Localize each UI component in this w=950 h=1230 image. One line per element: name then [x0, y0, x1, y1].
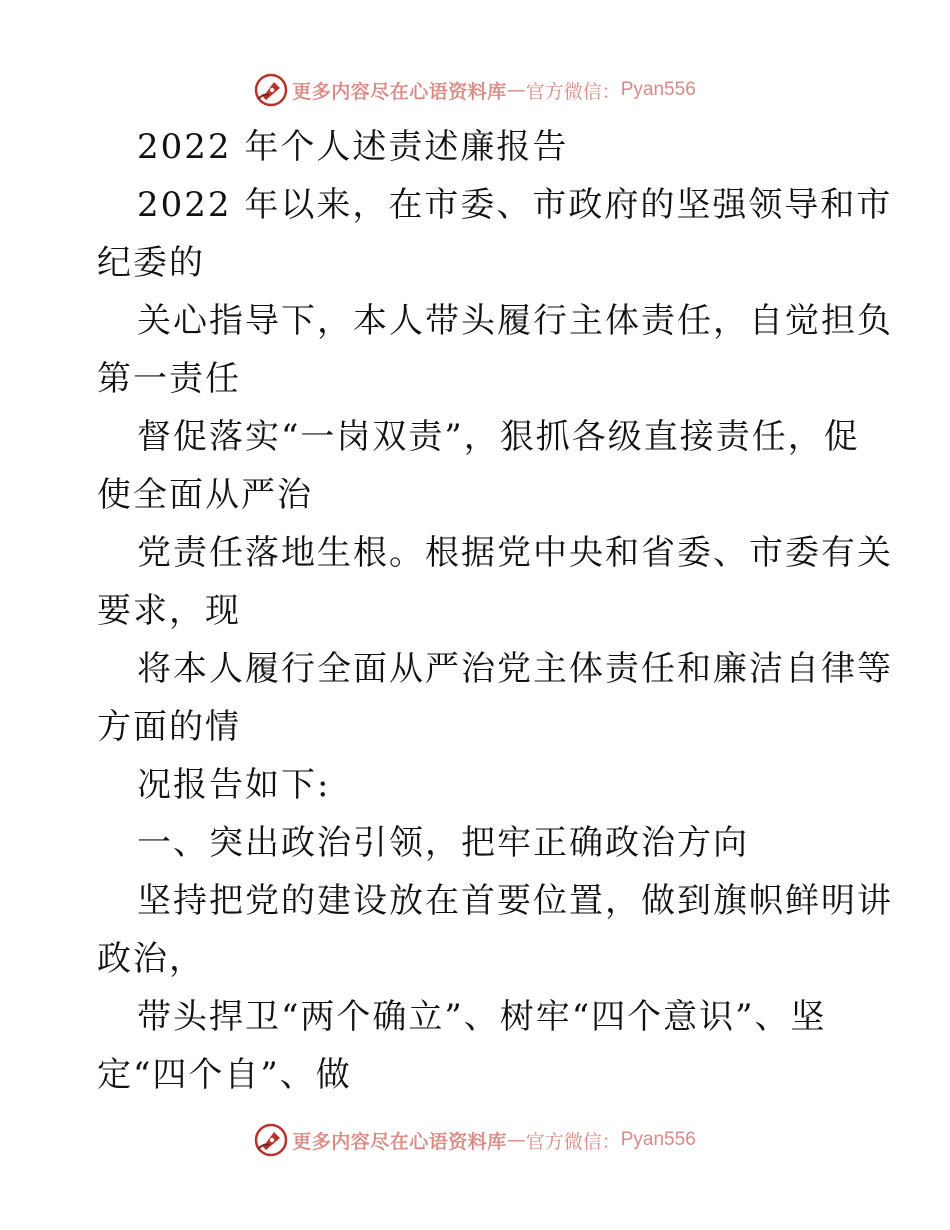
document-line: 纪委的: [97, 243, 205, 283]
document-line: 政治，: [97, 939, 205, 979]
pen-nib-logo-icon: [254, 73, 288, 107]
document-line: 况报告如下:: [137, 765, 331, 805]
banner-main-text: 更多内容尽在心语资料库: [292, 1130, 507, 1153]
banner-label: 官方微信：: [525, 80, 621, 103]
document-line: 使全面从严治: [97, 475, 313, 515]
banner-dash: —: [506, 1129, 526, 1151]
document-lines: [97, 118, 893, 1104]
banner-wechat-id: Pyan556: [620, 79, 696, 100]
document-line: 关心指导下，本人带头履行主体责任，自觉担负: [137, 301, 893, 341]
document-line: 将本人履行全面从严治党主体责任和廉洁自律等: [137, 649, 893, 689]
document-line: 一、突出政治引领，把牢正确政治方向: [137, 823, 749, 863]
banner-dash: —: [506, 79, 526, 101]
header-banner: [0, 70, 950, 110]
banner-wechat-id: Pyan556: [620, 1129, 696, 1150]
banner-label: 官方微信：: [525, 1130, 621, 1153]
document-line: 第一责任: [97, 359, 241, 399]
document-line: 定“四个自”、做: [97, 1055, 352, 1095]
document-line: 2022 年以来，在市委、市政府的坚强领导和市: [137, 185, 893, 225]
document-line: 要求，现: [97, 591, 241, 631]
document-line: 坚持把党的建设放在首要位置，做到旗帜鲜明讲: [137, 881, 893, 921]
document-line: 方面的情: [97, 707, 241, 747]
footer-banner: [0, 1120, 950, 1160]
document-line: 督促落实“一岗双责”，狠抓各级直接责任，促: [137, 417, 860, 457]
document-line: 党责任落地生根。根据党中央和省委、市委有关: [137, 533, 893, 573]
banner-main-text: 更多内容尽在心语资料库: [292, 80, 507, 103]
document-line: 带头捍卫“两个确立”、树牢“四个意识”、坚: [137, 997, 827, 1037]
document-line: 2022 年个人述责述廉报告: [137, 127, 569, 167]
pen-nib-logo-icon: [254, 1123, 288, 1157]
document-body: [97, 118, 893, 1104]
